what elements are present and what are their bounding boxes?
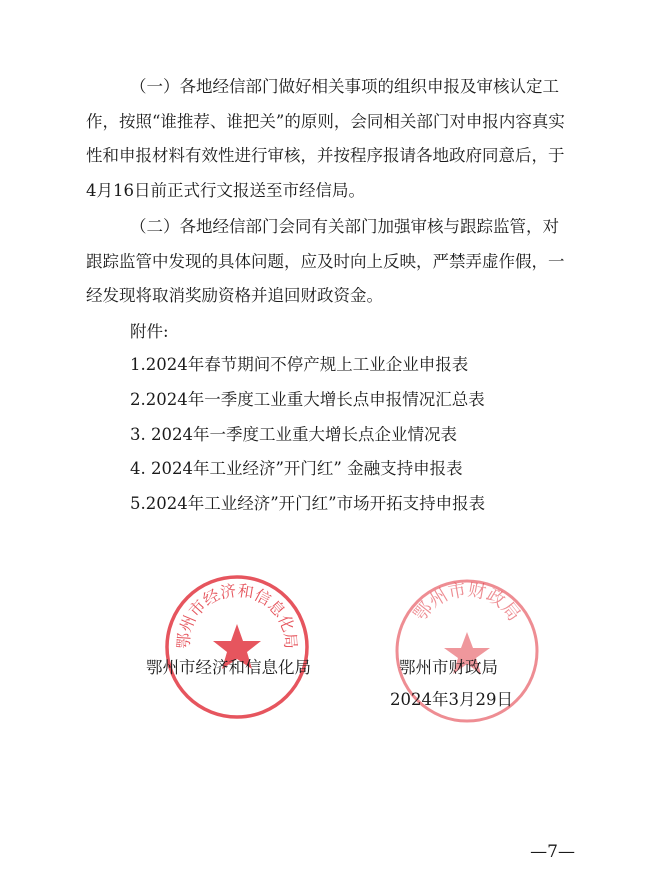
- left-official-seal: [162, 572, 312, 722]
- attachment-item-3: 3. 2024年一季度工业重大增长点企业情况表: [130, 425, 457, 444]
- signature-date: 2024年3月29日: [390, 690, 513, 709]
- attachments-label: 附件:: [130, 322, 169, 341]
- right-seal-text: 鄂州市财政局: [409, 579, 525, 626]
- paragraph-2-text: （二）各地经信部门会同有关部门加强审核与跟踪监管，对跟踪监管中发现的具体问题，应及时向上反映，严禁弄虚作假，一经发现将取消奖励资格并追回财政资金。: [86, 217, 565, 305]
- attachment-item-1: 1.2024年春节期间不停产规上工业企业申报表: [130, 355, 469, 374]
- attachment-item-5: 5.2024年工业经济”开门红”市场开拓支持申报表: [130, 494, 486, 513]
- left-seal-text: 鄂州市经济和信息化局: [173, 580, 301, 650]
- signature-left: 鄂州市经济和信息化局: [146, 658, 311, 677]
- paragraph-2: [86, 210, 566, 314]
- paragraph-1: [86, 70, 566, 208]
- signature-right: 鄂州市财政局: [399, 658, 498, 677]
- attachment-item-4: 4. 2024年工业经济”开门红” 金融支持申报表: [130, 459, 463, 478]
- attachment-item-2: 2.2024年一季度工业重大增长点申报情况汇总表: [130, 390, 485, 409]
- paragraph-1-text: （一）各地经信部门做好相关事项的组织申报及审核认定工作，按照“谁推荐、谁把关”的原则，会同相关部门对申报内容真实性和申报材料有效性进行审核，并按程序报请各地政府同意后，于4月16日前正式行文报送至市经信局。: [86, 77, 565, 200]
- page-number: —7—: [530, 842, 575, 862]
